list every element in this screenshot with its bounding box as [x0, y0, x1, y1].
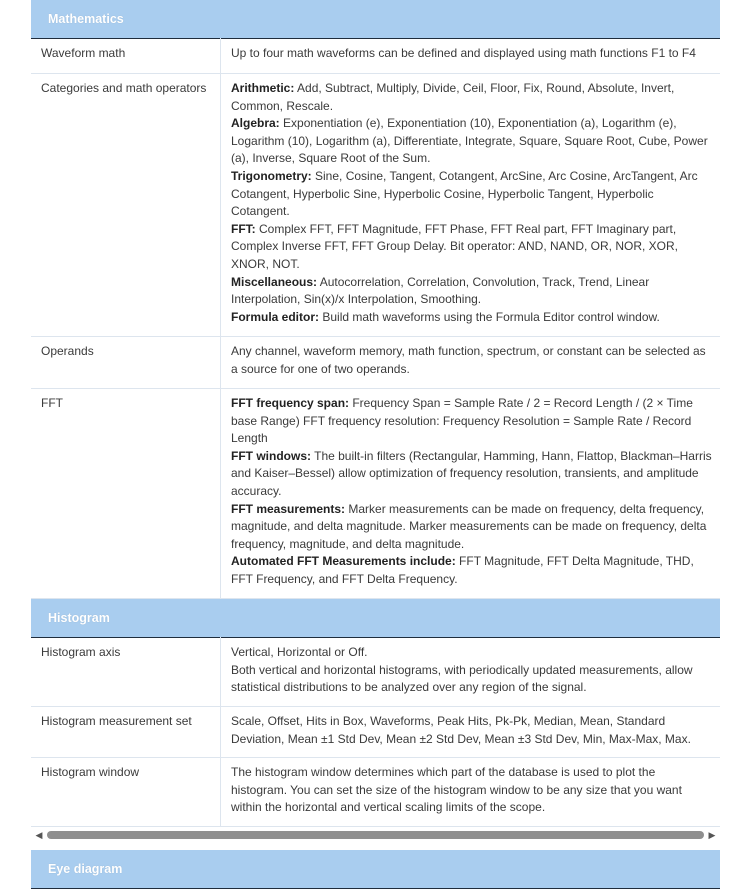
term-value: The built-in filters (Rectangular, Hamming, Hann, Flattop, Blackman–Harris and Kaiser–Bessel) allow optimization of frequency resolution, transients, and amplitude accuracy.	[231, 448, 712, 498]
axis-options: Vertical, Horizontal or Off.	[231, 645, 368, 659]
term-key: FFT windows:	[231, 448, 311, 463]
term-value: Complex FFT, FFT Magnitude, FFT Phase, FFT Real part, FFT Imaginary part, Complex Inverse FFT, FFT Group Delay. Bit operator: AND, NAND, OR, NOR, XOR, XNOR, NOT.	[231, 221, 678, 271]
table-row	[31, 39, 720, 74]
row-label: Histogram measurement set	[31, 707, 221, 758]
section-header-histogram	[31, 599, 720, 637]
scrollbar-track[interactable]	[47, 831, 704, 839]
row-value	[221, 638, 721, 707]
divider	[31, 888, 720, 889]
row-value: Up to four math waveforms can be defined and displayed using math functions F1 to F4	[221, 39, 721, 74]
row-label: Waveform math	[31, 39, 221, 74]
row-label: Histogram axis	[31, 638, 221, 707]
term-key: Formula editor:	[231, 309, 320, 324]
term-value: Build math waveforms using the Formula Editor control window.	[319, 309, 660, 324]
row-label: Operands	[31, 337, 221, 389]
term-value: Marker measurements can be made on frequency, delta frequency, magnitude, and delta magnitude. Marker measurements can be made on frequency, delta frequency, magnitude, and delta magnitude.	[231, 501, 707, 551]
table-row	[31, 337, 720, 389]
term-key: FFT:	[231, 221, 256, 236]
scroll-right-icon[interactable]: ▶	[708, 830, 716, 840]
term-key: Miscellaneous:	[231, 274, 318, 289]
row-label: FFT	[31, 389, 221, 599]
axis-description: Both vertical and horizontal histograms, with periodically updated measurements, allow statistical distributions to be analyzed over any region of the signal.	[231, 662, 693, 695]
term-value: Autocorrelation, Correlation, Convolution, Track, Trend, Linear Interpolation, Sin(x)/x Interpolation, Smoothing.	[231, 274, 650, 307]
row-label: Histogram window	[31, 758, 221, 827]
term-value: FFT Magnitude, FFT Delta Magnitude, THD, FFT Frequency, and FFT Delta Frequency.	[231, 554, 694, 586]
term-key: FFT measurements:	[231, 501, 346, 516]
table-row	[31, 74, 720, 337]
table-row	[31, 638, 720, 707]
section-title: Histogram	[48, 611, 110, 625]
term-value: Add, Subtract, Multiply, Divide, Ceil, Floor, Fix, Round, Absolute, Invert, Common, Rescale.	[231, 81, 675, 113]
row-value: Any channel, waveform memory, math function, spectrum, or constant can be selected as a source for one of two operands.	[221, 337, 721, 389]
row-value	[221, 389, 721, 599]
section-title: Mathematics	[48, 12, 124, 26]
table-row	[31, 389, 720, 599]
table-row	[31, 758, 720, 827]
term-value: Frequency Span = Sample Rate / 2 = Record Length / (2 × Time base Range) FFT frequency resolution: Frequency Resolution = Sample Rate / Record Length	[231, 396, 693, 446]
term-key: Algebra:	[231, 116, 280, 131]
section-title: Eye diagram	[48, 862, 123, 876]
row-value: Scale, Offset, Hits in Box, Waveforms, Peak Hits, Pk-Pk, Median, Mean, Standard Deviation, Mean ±1 Std Dev, Mean ±2 Std Dev, Mean ±3 Std Dev, Min, Max-Max, Max.	[221, 707, 721, 758]
scrollbar-thumb[interactable]	[47, 831, 704, 839]
table-row	[31, 707, 720, 758]
section-header-mathematics	[31, 0, 720, 38]
term-key: FFT frequency span:	[231, 396, 350, 410]
term-value: Sine, Cosine, Tangent, Cotangent, ArcSine, Arc Cosine, ArcTangent, Arc Cotangent, Hyperbolic Sine, Hyperbolic Cosine, Hyperbolic Tangent, Hyperbolic Cotangent.	[231, 168, 698, 219]
row-value	[221, 74, 721, 337]
term-key: Automated FFT Measurements include:	[231, 554, 456, 569]
scroll-left-icon[interactable]: ◀	[35, 830, 43, 840]
term-value: Exponentiation (e), Exponentiation (10), Exponentiation (a), Logarithm (e), Logarithm (10), Logarithm (a), Differentiate, Integrate, Square, Square Root, Cube, Power (a), Inverse, Square Root of the Sum.	[231, 116, 708, 166]
term-key: Trigonometry:	[231, 168, 312, 183]
row-label: Categories and math operators	[31, 74, 221, 337]
mathematics-table	[31, 38, 720, 599]
term-key: Arithmetic:	[231, 81, 295, 95]
histogram-table	[31, 637, 720, 827]
horizontal-scrollbar[interactable]	[31, 826, 720, 844]
row-value: The histogram window determines which part of the database is used to plot the histogram. You can set the size of the histogram window to be any size that you want within the horizontal and vertical scaling limits of the scope.	[221, 758, 721, 827]
section-header-eye-diagram	[31, 850, 720, 888]
